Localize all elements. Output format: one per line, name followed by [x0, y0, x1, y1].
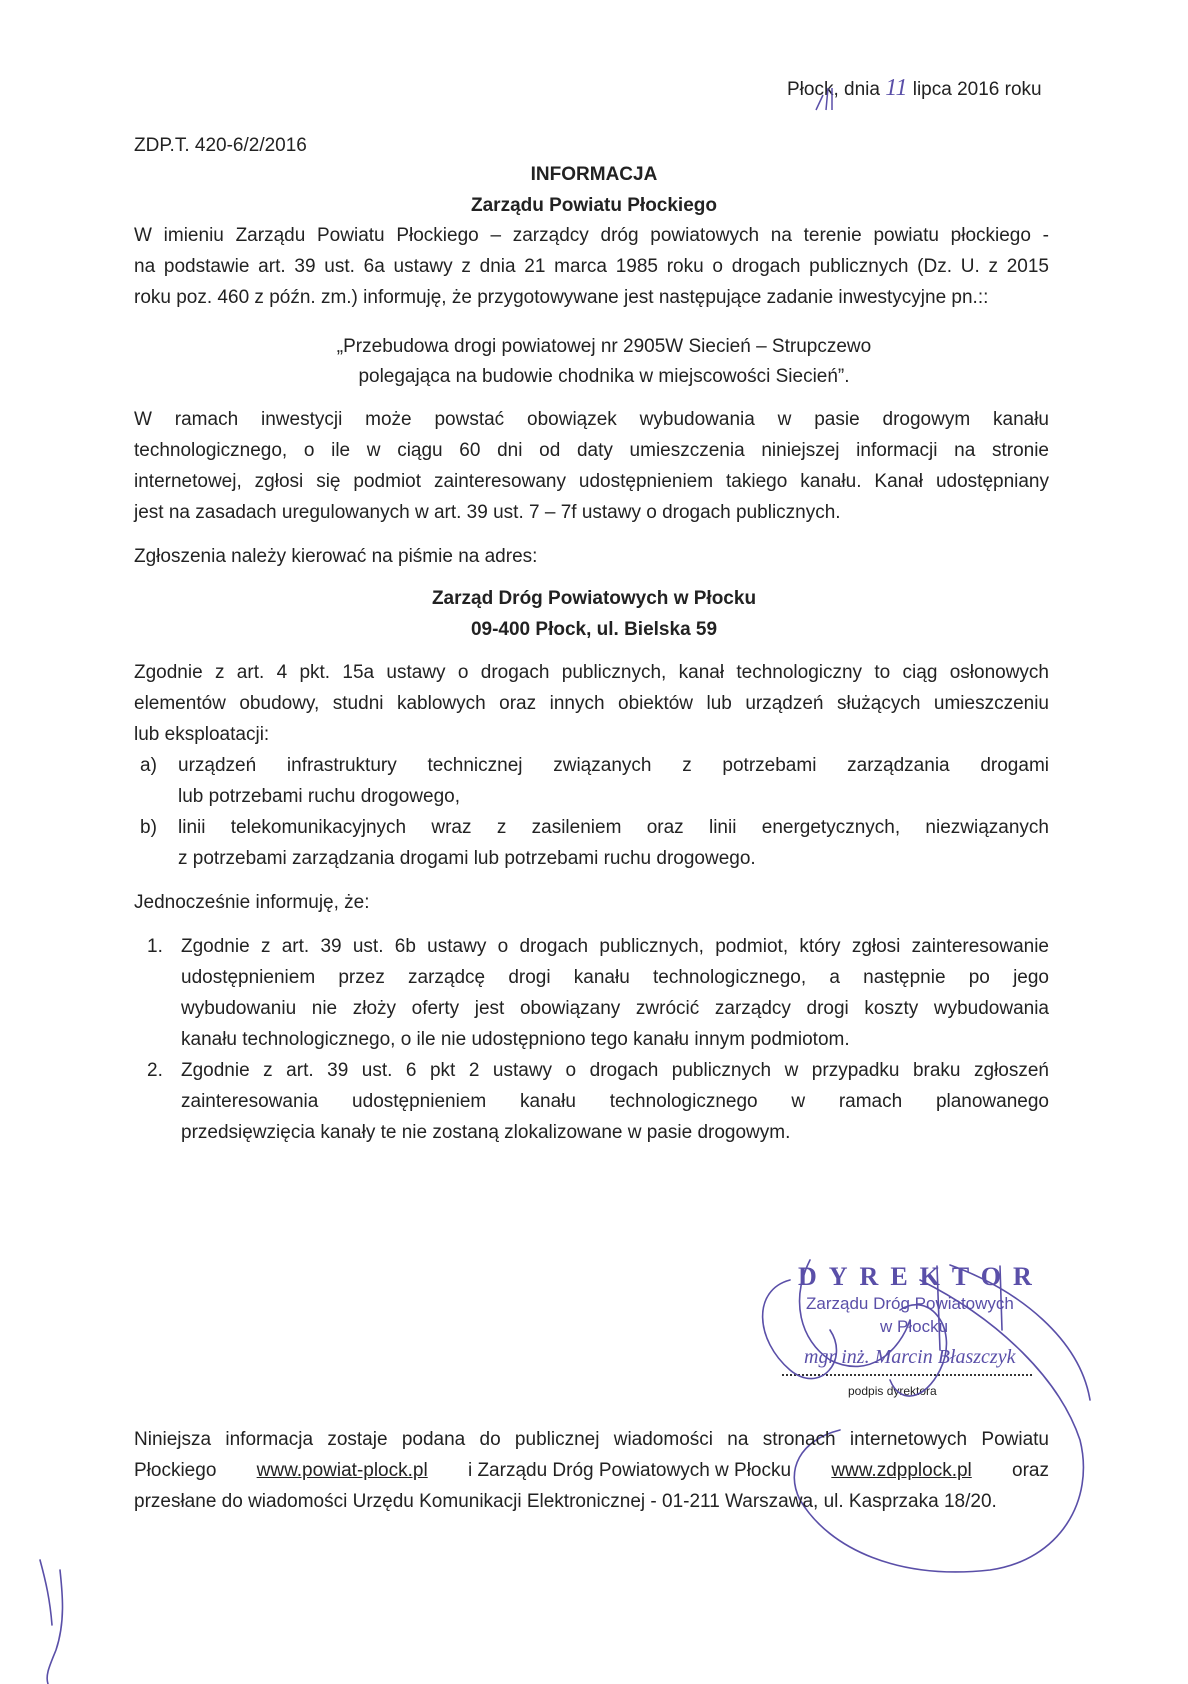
numbered-2-line-1: Zgodnie z art. 39 ust. 6 pkt 2 ustawy o drogach publicznych w przypadku braku zgłoszeń: [181, 1060, 1049, 1081]
paragraph1-line-3: internetowej, zgłosi się podmiot zainteresowany udostępnieniem takiego kanału. Kanał udostępniany: [134, 471, 1049, 492]
submissions-intro: Zgłoszenia należy kierować na piśmie na adres:: [134, 546, 538, 567]
definition-line-3: lub eksploatacji:: [134, 724, 270, 745]
address-line-1: Zarząd Dróg Powiatowych w Płocku: [431, 588, 757, 609]
paragraph1-line-2: technologicznego, o ile w ciągu 60 dni od daty umieszczenia niniejszej informacji na stronie: [134, 440, 1049, 461]
footer-text-a: Płockiego: [134, 1460, 217, 1481]
signature-label: podpis dyrektora: [848, 1384, 937, 1398]
handwritten-day: 11: [885, 75, 908, 101]
list-item-b-line-2: z potrzebami zarządzania drogami lub potrzebami ruchu drogowego.: [178, 848, 756, 869]
numbered-marker-1: 1.: [147, 936, 163, 957]
task-line-1: „Przebudowa drogi powiatowej nr 2905W Siecień – Strupczewo: [336, 336, 872, 357]
paragraph1-line-1: W ramach inwestycji może powstać obowiązek wybudowania w pasie drogowym kanału: [134, 409, 1049, 430]
task-line-2: polegająca na budowie chodnika w miejscowości Siecień”.: [358, 366, 850, 387]
numbered-1-line-4: kanału technologicznego, o ile nie udostępniono tego kanału innym podmiotom.: [181, 1029, 850, 1050]
numbered-1-line-2: udostępnieniem przez zarządcę drogi kanału technologicznego, a następnie po jego: [181, 967, 1049, 988]
numbered-1-line-3: wybudowaniu nie złoży oferty jest obowiązany zwrócić zarządcy drogi koszty wybudowania: [181, 998, 1049, 1019]
address-line-2: 09-400 Płock, ul. Bielska 59: [470, 619, 718, 640]
also-inform: Jednocześnie informuję, że:: [134, 892, 370, 913]
list-item-a-line-2: lub potrzebami ruchu drogowego,: [178, 786, 461, 807]
list-item-b-line-1: linii telekomunikacyjnych wraz z zasileniem oraz linii energetycznych, niezwiązanych: [178, 817, 1049, 838]
stamp-title: DYREKTOR: [798, 1262, 1044, 1291]
place-date-prefix: Płock, dnia: [787, 79, 880, 100]
paragraph1-line-4: jest na zasadach uregulowanych w art. 39 ust. 7 – 7f ustawy o drogach publicznych.: [134, 502, 841, 523]
definition-line-2: elementów obudowy, studni kablowych oraz innych obiektów lub urządzeń służących umieszczeniu: [134, 693, 1049, 714]
footer-line-1: Niniejsza informacja zostaje podana do publicznej wiadomości na stronach internetowych Powiatu: [134, 1429, 1049, 1450]
footer-text-c: oraz: [1012, 1460, 1049, 1481]
stamp-line-1: Zarządu Dróg Powiatowych: [806, 1294, 1014, 1313]
powiat-plock-link[interactable]: www.powiat-plock.pl: [256, 1460, 428, 1481]
intro-line-3: roku poz. 460 z późn. zm.) informuję, że przygotowywane jest następujące zadanie inwestycyjne pn.::: [134, 287, 989, 308]
intro-line-1: W imieniu Zarządu Powiatu Płockiego – zarządcy dróg powiatowych na terenie powiatu płockiego -: [134, 225, 1049, 246]
zdpplock-link[interactable]: www.zdpplock.pl: [831, 1460, 972, 1481]
numbered-1-line-1: Zgodnie z art. 39 ust. 6b ustawy o drogach publicznych, podmiot, który zgłosi zainteresowanie: [181, 936, 1049, 957]
reference-number: ZDP.T. 420-6/2/2016: [134, 135, 307, 156]
numbered-2-line-2: zainteresowania udostępnieniem kanału technologicznego w ramach planowanego: [181, 1091, 1049, 1112]
intro-line-2: na podstawie art. 39 ust. 6a ustawy z dnia 21 marca 1985 roku o drogach publicznych (Dz. U. z 2015: [134, 256, 1049, 277]
footer-text-b: i Zarządu Dróg Powiatowych w Płocku: [467, 1460, 792, 1481]
list-item-a-line-1: urządzeń infrastruktury technicznej związanych z potrzebami zarządzania drogami: [178, 755, 1049, 776]
document-subtitle: Zarządu Powiatu Płockiego: [471, 195, 717, 216]
place-date-suffix: lipca 2016 roku: [912, 79, 1042, 100]
footer-line-3: przesłane do wiadomości Urzędu Komunikacji Elektronicznej - 01-211 Warszawa, ul. Kasprzaka 18/20.: [134, 1491, 997, 1512]
document-title: INFORMACJA: [530, 164, 658, 185]
footer-line-2: [134, 1457, 1049, 1485]
numbered-2-line-3: przedsięwzięcia kanały te nie zostaną zlokalizowane w pasie drogowym.: [181, 1122, 791, 1143]
definition-line-1: Zgodnie z art. 4 pkt. 15a ustawy o drogach publicznych, kanał technologiczny to ciąg osłonowych: [134, 662, 1049, 683]
numbered-marker-2: 2.: [147, 1060, 163, 1081]
stamp-line-2: w Płocku: [880, 1317, 949, 1336]
list-marker-a: a): [140, 755, 157, 776]
stamp-name: mgr inż. Marcin Błaszczyk: [804, 1346, 1016, 1368]
list-marker-b: b): [140, 817, 157, 838]
